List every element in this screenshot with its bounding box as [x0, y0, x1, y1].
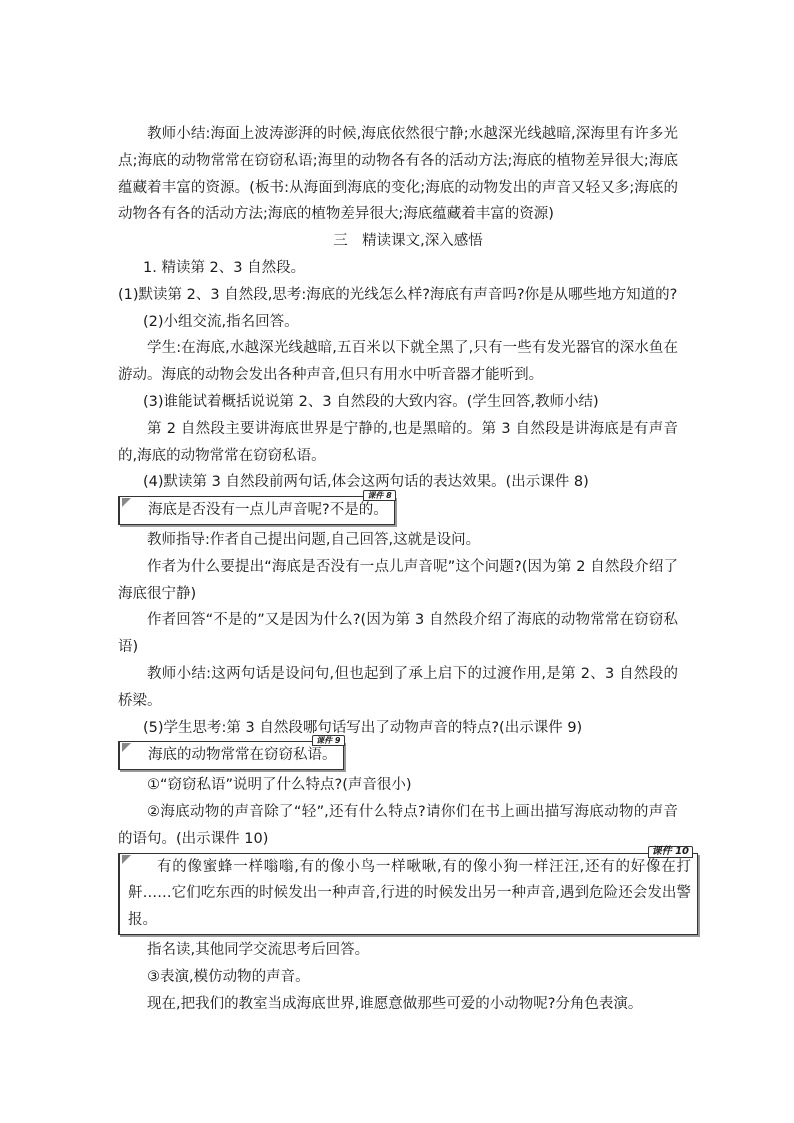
section-heading: 三 精读课文,深入感悟 — [333, 233, 483, 250]
reading-instruction: 指名读,其他同学交流思考后回答。 — [147, 941, 370, 958]
question-2: (2)小组交流,指名回答。 — [143, 313, 299, 330]
question-3: (3)谁能试着概括说说第 2、3 自然段的大致内容。(学生回答,教师小结) — [143, 393, 599, 410]
role-play-instruction: 现在,把我们的教室当成海底世界,谁愿意做那些可爱的小动物呢?分角色表演。 — [147, 995, 643, 1012]
answer-3: 第 2 自然段主要讲海底世界是宁静的,也是黑暗的。第 3 自然段是讲海底是有声音的,海底的动物常常在窃窃私语。 — [118, 420, 678, 464]
slide-9-box — [118, 736, 344, 770]
question-4: (4)默读第 3 自然段前两句话,体会这两句话的表达效果。(出示课件 8) — [143, 474, 589, 491]
question-5: (5)学生思考:第 3 自然段哪句话写出了动物声音的特点?(出示课件 9) — [143, 719, 583, 736]
slide-10-tag: 课件 10 — [648, 846, 693, 858]
teacher-guide: 教师指导:作者自己提出问题,自己回答,这就是设问。 — [147, 531, 481, 548]
step-1: 1. 精读第 2、3 自然段。 — [143, 259, 306, 276]
slide-9-text: 海底的动物常常在窃窃私语。 — [148, 747, 337, 764]
circle-item-1: ①“窃窃私语”说明了什么特点?(声音很小) — [147, 777, 412, 794]
circle-item-2: ②海底动物的声音除了“轻”,还有什么特点?请你们在书上画出描写海底动物的声音的语句。(出示课件 10) — [118, 803, 678, 847]
slide-8-text: 海底是否没有一点儿声音呢?不是的。 — [148, 502, 388, 519]
slide-9-tag: 课件 9 — [312, 735, 344, 746]
why-question-1: 作者为什么要提出“海底是否没有一点儿声音呢”这个问题?(因为第 2 自然段介绍了海底很宁静) — [118, 558, 678, 602]
lesson-content — [118, 121, 691, 1017]
circle-item-3: ③表演,模仿动物的声音。 — [147, 968, 310, 985]
teacher-summary-paragraph: 教师小结:海面上波涛澎湃的时候,海底依然很宁静;水越深光线越暗,深海里有许多光点;海底的动物常常在窃窃私语;海里的动物各有各的活动方法;海底的植物差异很大;海底蕴藏着丰富的资源。(板书:从海面到海底的变化;海底的动物发出的声音又轻又多;海底的动物各有各的活动方法;海底的植物差异很大;海底蕴藏着丰富的资源) — [118, 126, 678, 223]
student-answer: 学生:在海底,水越深光线越暗,五百米以下就全黑了,只有一些有发光器官的深水鱼在游动。海底的动物会发出各种声音,但只有用水中听音器才能听到。 — [118, 340, 678, 384]
question-1: (1)默读第 2、3 自然段,思考:海底的光线怎么样?海底有声音吗?你是从哪些地方知道的? — [118, 286, 678, 303]
slide-10-text: 有的像蜜蜂一样嗡嗡,有的像小鸟一样啾啾,有的像小狗一样汪汪,还有的好像在打鼾……它们吃东西的时候发出一种声音,行进的时候发出另一种声音,遇到危险还会发出警报。 — [128, 858, 691, 929]
teacher-summary-2: 教师小结:这两句话是设问句,但也起到了承上启下的过渡作用,是第 2、3 自然段的桥梁。 — [118, 665, 678, 709]
slide-8-box — [118, 491, 395, 525]
slide-10-box — [118, 845, 698, 935]
slide-8-tag: 课件 8 — [363, 490, 395, 501]
why-question-2: 作者回答“不是的”又是因为什么?(因为第 3 自然段介绍了海底的动物常常在窃窃私语) — [118, 612, 678, 656]
